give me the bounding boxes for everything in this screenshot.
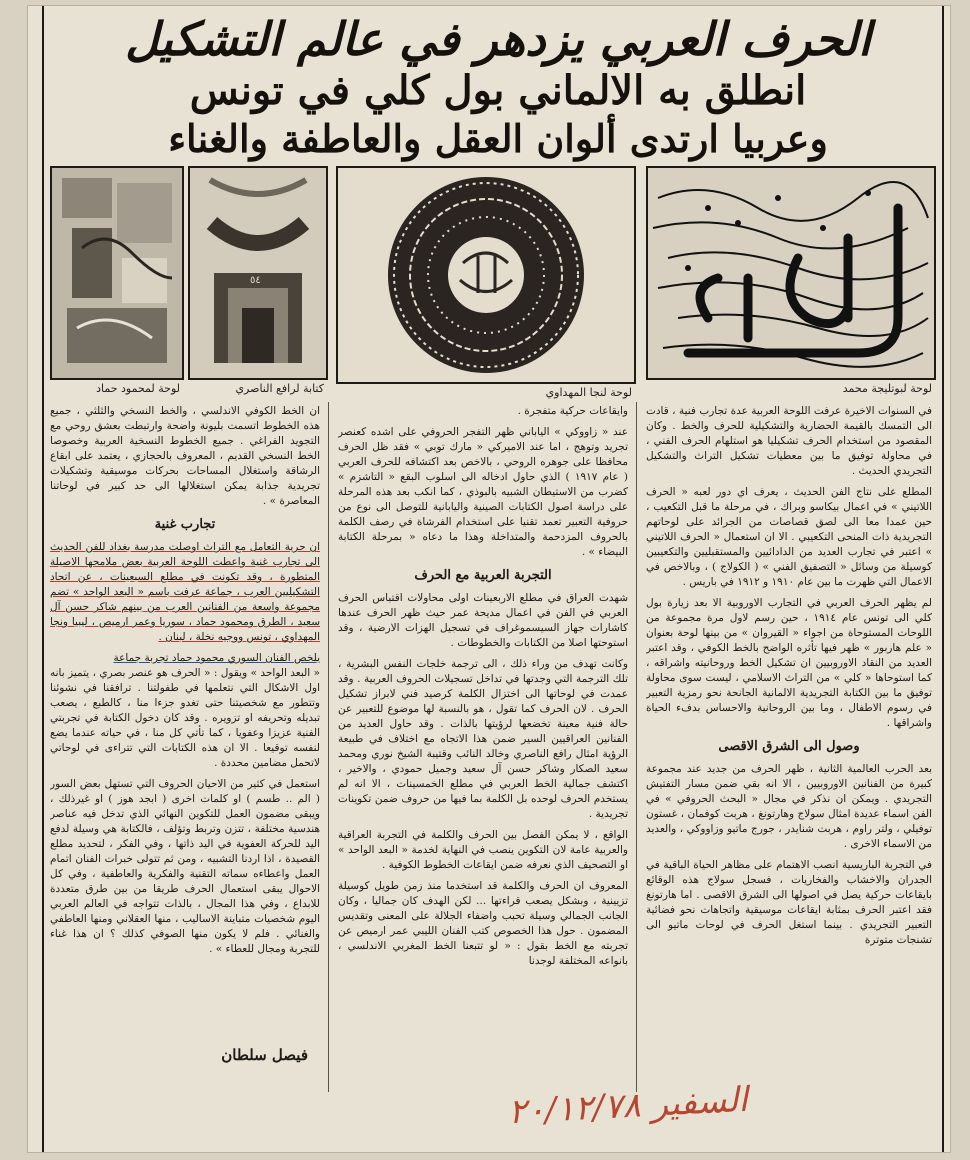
left-border-rule <box>42 6 44 1152</box>
right-border-rule <box>942 6 944 1152</box>
col1-subheading: وصول الى الشرق الاقصى <box>718 739 860 754</box>
article-column-2 <box>338 404 628 1094</box>
col2-paragraph-4: وكانت تهدف من وراء ذلك ، الى ترجمة خلجات النفس البشرية ، تلك الترجمة التي وجدتها في تداخل تسجيلات الحروف العربية . وقد عمدت في لوحاتها الى اختزال الكلمة كرصيد فني لابراز تشكيل الحرف . لان الحرف كما تقول ، هو بالنسبة لها موضوع للتعبير عن حالة فنية معينة تخضعها لرؤيتها بالذات . وقد حاول العديد من الفنانين العراقيين السير ضمن هذا الاتجاه مع اختلاف في طبيعة الرؤية امثال رافع الناصري وخالد النائب وقتيبة الشيخ نوري ومحمد سعيد الصكار وشاكر حسن آل سعيد وجميل حمودي ، والاخير ، اكتشف جمالية الخط العربي في مطلع الخمسينات ، الا انه لم يستخدم الحرف لوحده بل الكلمة بما فيها من حروف ضمن تكوينات تجريدية . <box>338 658 628 820</box>
col2-paragraph-5: الواقع ، لا يمكن الفصل بين الحرف والكلمة في التجربة العراقية والعربية عامة لان التكوين ينصب في النهاية لخدمة « البعد الواحد » او التصحيف الذي نعرفه ضمن ايقاعات الخطوط الكوفية . <box>338 829 628 871</box>
circular-calligraphy-image <box>336 166 636 384</box>
headline-line-3: وعربيا ارتدى ألوان العقل والعاطفة والغناء <box>168 116 828 161</box>
col2-paragraph-2: عند « زاووكي » الياباني ظهر التفجر الحروفي على اشده كعنصر تجريد وتوهج ، اما عند الاميركي « مارك توبي » فقد ظل الحرف محافظا على جوهره الروحي ، بالاخص بعد اكتشافه للحرف العربي ( عام ١٩١٧ ) الذي حاول ادخاله الى اسلوب البقع « التاشزم » كضرب من الاستيطان الشبيه بالبوذي ، كما انكب بعد هذه المرحلة على دراسة اصول الكتابات الصينية واليابانية للتوصل الى نوع من حروفية التعبير تعمد تقنيا على استخدام الفرشاة في رصف الكلمة بالحروف المزدحمة والمتداخلة وهذا ما دعاه « بمرحلة الكتابة البيضاء » . <box>338 426 628 558</box>
column-rule-right <box>636 402 637 1092</box>
col3-paragraph-3-lead: يلخص الفنان السوري محمود حماد تجربة جماعة <box>113 652 320 664</box>
col2-paragraph-6: المعروف ان الحرف والكلمة قد استخدما منذ زمن طويل كوسيلة تزيينية ، وبشكل يصعب قراءتها ... لكن الهدف كان جماليا ، وكان الجانب الجمالي وسيلة تحبب واضفاء الجلالة على المعنى وتقديس المضمون . حول هذا الخصوص كتب الفنان الليبي عمر ارميص عن تجربته مع الخط بقول : « لو تتبعنا الخط المغربي الاندلسي ، بانواعه المختلفة لوجدنا <box>338 880 628 967</box>
col2-subheading: التجربة العربية مع الحرف <box>414 568 552 583</box>
calligraphy-painting-image <box>646 166 936 380</box>
geometric-writing-graphic <box>190 168 326 378</box>
col3-paragraph-2: ان حرية التعامل مع التراث اوصلت مدرسة بغداد للفن الحديث الى تجارب غنية واعطت اللوحة العربية بعض ملامحها الاصيلة المتطورة ، وقد تكونت في مطلع السبعينات ، عن اتحاد التشكيليين العرب ، جماعة عرفت باسم « البعد الواحد » تضم مجموعة واسعة من الفنانين العرب من بينهم شاكر حسن آل سعيد ، الطرق ومحمود حماد ، سوريا وعمر ارميص ، ليبيا ونجا المهداوي ، تونس ووجيه نخلة ، لبنان . <box>50 541 320 643</box>
col1-paragraph-1: في السنوات الاخيرة عرفت اللوحة العربية عدة تجارب فنية ، قادت الى التمسك بالقيمة الحضارية والتشكيلية للحرف والخط . وكان المقصود من استخدام الحرف تشكيليا هو استلهام الحرف الفني ، في محاولة توفيق ما بين معطيات تشكيل التراث والتشكيل التجريدي الحديث . <box>646 405 932 477</box>
abstract-painting-image <box>50 166 184 380</box>
geometric-writing-image <box>188 166 328 380</box>
caption-img4: لوحة لمحمود حماد <box>96 382 180 395</box>
headline <box>58 12 938 162</box>
article-column-1 <box>646 404 932 1094</box>
headline-line-2: انطلق به الالماني بول كلي في تونس <box>189 67 807 114</box>
headline-line-1: الحرف العربي يزدهر في عالم التشكيل <box>125 12 871 66</box>
svg-text:٥٤: ٥٤ <box>250 275 261 286</box>
newspaper-clipping <box>28 6 950 1152</box>
author-byline: فيصل سلطان <box>221 1046 308 1064</box>
caption-img1: لوحة لبوتليجة محمد <box>842 382 932 395</box>
col3-paragraph-3: « البعد الواحد » ويقول : « الحرف هو عنصر بصري ، يتميز بانه اول الاشكال التي نتعلمها في طفولتنا . ترافقنا في نشوئنا وتتطور مع شخصيتنا حتى تغدو جزءا منا ، كالطبع ، يصعب تبديله وتحريفه او تزويره . وقد كان دخول الكتابة في تجربتي الفنية عزيزا وعفويا ، كما تأتي كل منا ، في حياته عندما يضع لنفسه توقيعا . الا ان هذه الكتابات التي تتراءى في لوحاتي لاتحمل مضامين محددة . <box>50 667 320 769</box>
col3-paragraph-1: ان الخط الكوفي الاندلسي ، والخط النسخي والثلثي ، جميع هذه الخطوط اتسمت بليونة واضحة وارتبطت بعشق روحي مع التجويد الفراغي . جميع الخطوط النسخية العربية وخصوصا الخط النسخي القديم ، المعروف بالحجازي ، يعتمد على ابقاع الرشاقة واستغلال المساحات بحركات موسيقية وتشكيلات تجريدية جذابة يمكن استغلالها الى حد كبير في لوحاتنا المعاصرة » . <box>50 405 320 507</box>
col1-paragraph-4: بعد الحرب العالمية الثانية ، ظهر الحرف من جديد عند مجموعة كبيرة من الفنانين الاوروبيين ، الا انه بقي ضمن مسار التفتيش التجريدي . ويمكن ان نذكر في مجال « البحث الحروفي » في الفن اسماء عديدة امثال سولاج وهارتونغ ، هربت كوفمان ، غستون توفيلي ، ولتر راوم ، هربت شنايدر ، جورج ماتيو وزاووكي ، والعديد من الاسماء الاخرى . <box>646 763 932 850</box>
column-rule-left <box>328 402 329 1092</box>
col2-paragraph-1: وايقاعات حركية متفجرة . <box>517 405 628 417</box>
handwritten-date-note: السفير ٢٠/١٢/٧٨ <box>507 1079 749 1133</box>
col1-paragraph-2: المطلع على نتاج الفن الحديث ، يعرف اي دور لعبه « الحرف اللاتيني » في اعمال بيكاسو وبراك ، في مرحلة ما قبل التكعيب ، حين عمدا معا الى لصق قصاصات من الجرائد على لوحاتهم التجريدية ذات المنحى التكعيبي . الا ان استعمال « الحرف اللاتيني » اعتبر في تجارب العديد من الدادائيين والمستقبليين والتكعيبين كوسيلة من وسائل « التصفيق الفني » ( الكولاج ) ، وبالاخص في الاعمال التي ظهرت ما بين عام ١٩١٠ و ١٩١٢ في باريس . <box>646 486 932 588</box>
abstract-painting-graphic <box>52 168 182 378</box>
col3-subheading: تجارب غنية <box>154 517 216 532</box>
caption-img3: كتابة لرافع الناصري <box>235 382 324 395</box>
circular-calligraphy-graphic <box>338 168 634 382</box>
article-column-3 <box>50 404 320 1044</box>
col1-paragraph-3: لم يظهر الحرف العربي في التجارب الاوروبية الا بعد زيارة بول كلي الى تونس عام ١٩١٤ ، حين رسم لاول مرة مجموعة من اللوحات المستوحاة من اجواء « القيروان » من بينها لوحة بعنوان « علم هاربور » ظهر فيها تأثره الواضح بالخط الكوفي ، وقد اعتبر العديد من النقاد الاوروبيين ان تشكيل الخط وروحانيته واشراقه ، كما استوحاها « كلي » من التراث الاسلامي ، ليست سوى محاولة توفيق ما بين الكتابة التجريدية الالمانية الجانحة نحو رمزية التعبير في رسوم الاطفال ، وما بين الروحانية والاحساس بدفء الحياة واشراقها . <box>646 597 932 729</box>
col3-paragraph-4: استعمل في كثير من الاحيان الحروف التي تستهل بعض السور ( الم .. طسم ) او كلمات اخرى ( ابجد هوز ) او غيرذلك ، ويبقى مضمون العمل للتكوين النهائي الذي تدخل فيه عناصر هندسية مختلفة ، تتزن وتربط وتؤلف ، فالكتابة هي وسيلة لدفع اليد للحركة العفوية في اليد ذاتها ، وفي الفكر ، لتحديد مطلع القصيدة ، اذا اردنا التشبيه ، ومن ثم تتولى خبرات الفنان اتمام العمل واعطاءه سماته التقنية والفكرية والعاطفية ، وفي كل الاحوال يبقى استعمال الحرف طريقا من بين طرق متعددة للابداع ، وفي هذا المجال ، بالذات تتواجه في العالم العربي اليوم شخصيات متباينة الاساليب ، منها العقلاني ومنها العاطفي والغنائي . فلم لا يكون منها الصوفي كذلك ؟ ان هذا غناء للتجربة ومجال للعطاء » . <box>50 778 320 955</box>
col1-paragraph-5: في التجربة الباريسية انصب الاهتمام على مظاهر الحياة الباقية في الجدران والاخشاب والفخاريات ، فسجل سولاج هذه الوقائع بايقاعات حركية يصل في اصولها الى الشرق الاقصى . اما هارتونغ فقد اعتبر الحرف بمثابة ايقاعات موسيقية واتجاهات نحو فضائية التعبير التجريدي . بينما استغل الحرف في لوحات ماتيو الى تشنجات متوترة <box>646 859 932 946</box>
calligraphy-painting-graphic <box>648 168 934 378</box>
col2-paragraph-3: شهدت العراق في مطلع الاربعينات اولى محاولات اقتباس الحرف العربي في الفن في اعمال مديحة عمر حيث ظهر الحرف عندها كاشارات جهاز السيسموغراف في تسجيل الهزات الارضية ، وقد استوحتها اصلا من الكتابات والخطوطات . <box>338 592 628 649</box>
caption-img2: لوحة لنجا المهداوي <box>545 386 632 399</box>
